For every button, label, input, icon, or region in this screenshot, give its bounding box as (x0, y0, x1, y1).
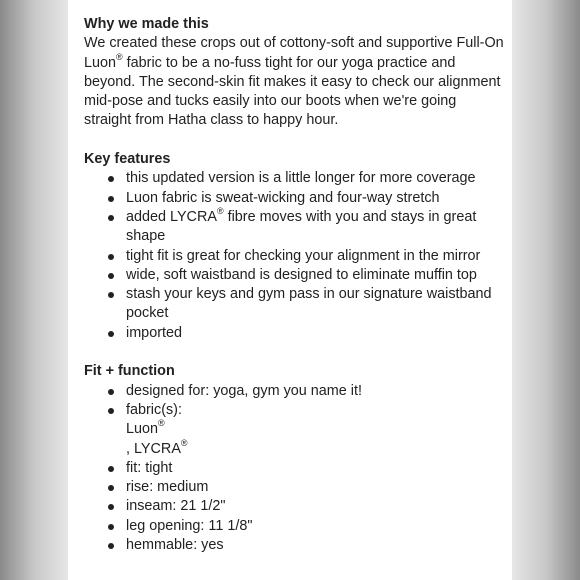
fit-heading: Fit + function (84, 363, 175, 380)
section-spacer (84, 343, 504, 362)
registered-mark: ® (180, 437, 188, 448)
bullet-icon (108, 466, 114, 472)
fit-item-designed-for (126, 382, 504, 401)
bullet-icon (108, 196, 114, 202)
feature-text: this updated version is a little longer for more coverage (126, 170, 476, 187)
fit-text: designed for: yoga, gym you name it! (126, 382, 362, 399)
fit-list (84, 382, 504, 556)
product-description-panel (68, 0, 512, 580)
fit-item-fit (126, 459, 504, 478)
feature-text: Luon fabric is sweat-wicking and four-way stretch (126, 189, 440, 206)
feature-item (126, 247, 504, 266)
feature-text: tight fit is great for checking your alignment in the mirror (126, 247, 481, 264)
bullet-icon (108, 408, 114, 414)
bullet-icon (108, 543, 114, 549)
bullet-icon (108, 292, 114, 298)
bullet-icon (108, 331, 114, 337)
feature-text: added LYCRA® fibre moves with you and stays in great shape (126, 206, 477, 245)
why-paragraph: We created these crops out of cottony-soft and supportive Full-On Luon® fabric to be a no-fuss tight for our yoga practice and beyond. The second-skin fit makes it easy to check our alignment mid-pose and tucks easily into our boots when we're going straight from Hatha class to happy hour. (84, 35, 504, 129)
fit-text: leg opening: 11 1/8" (126, 517, 253, 534)
bullet-icon (108, 389, 114, 395)
bullet-icon (108, 176, 114, 182)
fit-text: fit: tight (126, 459, 173, 476)
feature-text: imported (126, 324, 182, 341)
feature-item (126, 208, 504, 247)
feature-text: wide, soft waistband is designed to eliminate muffin top (126, 266, 477, 283)
bullet-icon (108, 524, 114, 530)
fit-item-rise (126, 478, 504, 497)
fit-item-hemmable (126, 536, 504, 555)
why-heading: Why we made this (84, 16, 209, 32)
fabrics-label: fabric(s): (126, 401, 182, 418)
fit-text: inseam: 21 1/2" (126, 498, 226, 515)
fit-item-fabrics (126, 401, 504, 459)
why-section (84, 15, 504, 131)
fit-text: hemmable: yes (126, 537, 224, 554)
bullet-icon (108, 273, 114, 279)
feature-item (126, 285, 504, 324)
fit-item-inseam (126, 497, 504, 516)
bullet-icon (108, 485, 114, 491)
fit-item-leg-opening (126, 517, 504, 536)
features-section (84, 150, 504, 343)
feature-text: stash your keys and gym pass in our signature waistband pocket (126, 286, 492, 322)
fabric-lycra: , LYCRA® (126, 437, 188, 457)
fit-text: rise: medium (126, 479, 209, 496)
registered-mark: ® (116, 51, 123, 62)
bullet-icon (108, 215, 114, 221)
feature-item (126, 324, 504, 343)
registered-mark: ® (158, 418, 165, 429)
features-list (84, 169, 504, 343)
bullet-icon (108, 254, 114, 260)
feature-item (126, 169, 504, 188)
fit-section (84, 362, 504, 555)
feature-item (126, 189, 504, 208)
bullet-icon (108, 504, 114, 510)
feature-item (126, 266, 504, 285)
features-heading: Key features (84, 151, 171, 168)
section-spacer (84, 131, 504, 150)
registered-mark: ® (216, 206, 224, 217)
description-content (84, 15, 504, 555)
fabric-luon: Luon® (126, 418, 165, 438)
